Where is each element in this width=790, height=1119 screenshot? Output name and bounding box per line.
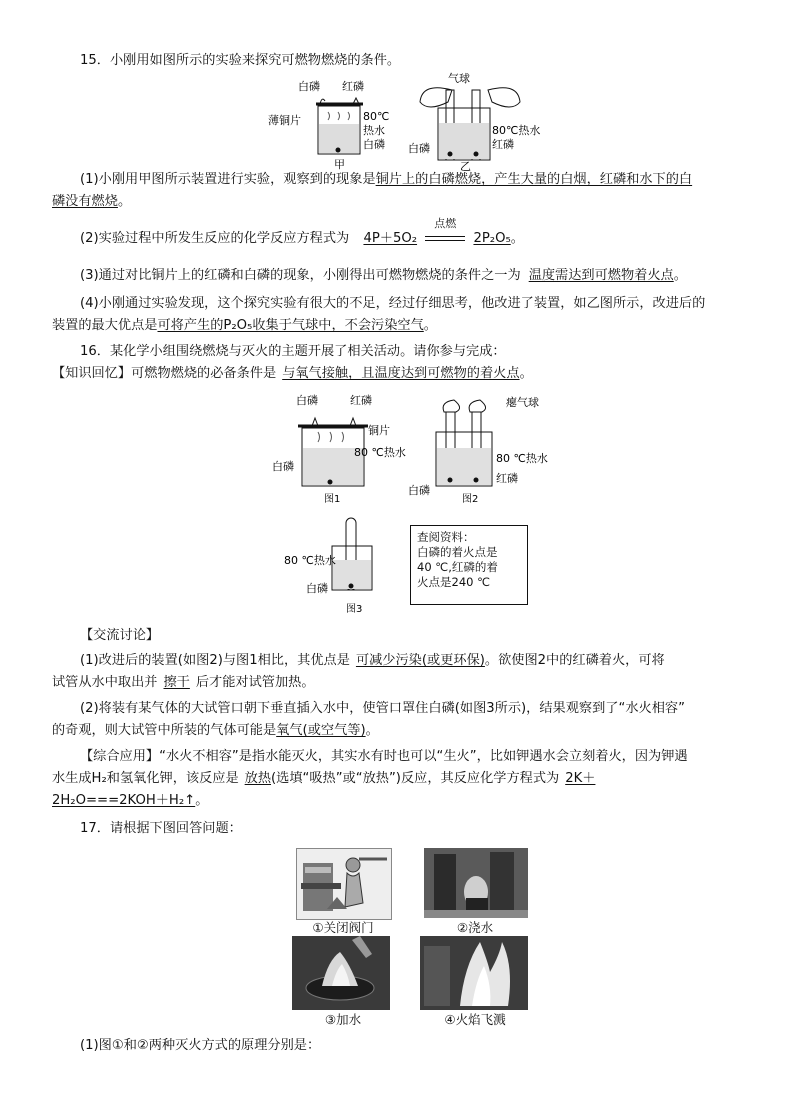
q15-stem: 15．小刚用如图所示的实验来探究可燃物燃烧的条件。: [80, 53, 401, 68]
q16-recall: 【知识回忆】可燃物燃烧的必备条件是 与氧气接触，且温度达到可燃物的着火点。: [52, 366, 533, 381]
q15-p2-reaction-arrow: [421, 217, 469, 250]
q15-p3-answer: 温度需达到可燃物着火点: [528, 268, 674, 283]
info-line-3: 火点是240 ℃: [417, 575, 491, 589]
q15-p2-eq-right: 2P₂O₅: [473, 231, 511, 246]
q17-stem: 17．请根据下图回答问题：: [80, 821, 242, 836]
info-card: [410, 525, 528, 605]
q15-p1-cont: 磷没有燃烧。: [52, 194, 132, 209]
q16-figure-1: [268, 390, 418, 508]
info-line-2: 40 ℃,红磷的着: [417, 560, 498, 574]
label-fig1: 图1: [324, 494, 341, 505]
label-red-phosphorus: 红磷: [496, 472, 518, 485]
label-hot-water: 80 ℃热水: [496, 452, 548, 465]
q16-d2-cont: 的奇观，则大试管中所装的气体可能是氧气(或空气等)。: [52, 723, 379, 738]
caption-4: ④火焰飞溅: [444, 1012, 506, 1027]
q16-application-eq: 2H₂O===2KOH＋H₂↑。: [52, 793, 209, 808]
q15-p2-condition: 点燃: [434, 217, 457, 230]
label-fig3: 图3: [346, 604, 363, 615]
q16-app-answer-3: 2H₂O===2KOH＋H₂↑: [52, 793, 196, 808]
photo-add-water: [292, 936, 390, 1010]
q15-p3: (3)通过对比铜片上的红磷和白磷的现象，小刚得出可燃物燃烧的条件之一为 温度需达到可燃物着火点。: [80, 268, 687, 283]
q16-d1: (1)改进后的装置(如图2)与图1相比，其优点是 可减少污染(或更环保)。欲使图2中的红磷着火，可将: [80, 653, 665, 668]
caption-3: ③加水: [324, 1012, 362, 1027]
q16-d1-answer: 可减少污染(或更环保): [355, 653, 485, 668]
photo-pour-water: [424, 848, 528, 918]
label-red-phosphorus: 红磷: [492, 138, 514, 151]
label-red-phosphorus: 红磷: [350, 394, 372, 407]
label-hot-water: 80 ℃热水: [284, 554, 336, 567]
photo-close-valve: [296, 848, 392, 920]
q15-p1-answer-cont: 磷没有燃烧: [52, 194, 118, 209]
label-white-phosphorus-2: 白磷: [363, 138, 385, 151]
label-white-phosphorus: 白磷: [408, 484, 430, 497]
q16-discussion-heading: 【交流讨论】: [80, 628, 160, 643]
q16-d2-answer: 氧气(或空气等): [276, 723, 366, 738]
label-hot-water: 热水: [363, 124, 385, 137]
caption-1: ①关闭阀门: [312, 920, 374, 935]
q16-figure-3: [284, 516, 404, 618]
q16-application-cont: 水生成H₂和氢氧化钾，该反应是 放热(选填“吸热”或“放热”)反应，其反应化学方程式为 2K＋: [52, 771, 596, 786]
label-white-phosphorus-2: 白磷: [272, 460, 294, 473]
q16-d1-cont: 试管从水中取出并 擦干 后才能对试管加热。: [52, 675, 315, 690]
info-line-1: 白磷的着火点是: [417, 545, 498, 559]
label-balloon: 气球: [448, 72, 470, 85]
label-white-phosphorus: 白磷: [408, 142, 430, 155]
info-title: 查阅资料：: [417, 530, 475, 544]
label-jia: 甲: [334, 158, 345, 171]
q15-p4-cont: 装置的最大优点是可将产生的P₂O₅收集于气球中，不会污染空气。: [52, 318, 437, 333]
label-copper: 铜片: [368, 424, 390, 437]
q16-d2: (2)将装有某气体的大试管口朝下垂直插入水中，使管口罩住白磷(如图3所示)，结果观察到了“水火相容”: [80, 701, 685, 716]
q16-application: 【综合应用】“水火不相容”是指水能灭火，其实水有时也可以“生火”，比如钾遇水会立刻着火，因为钾遇: [80, 749, 688, 764]
q15-p2: (2)实验过程中所发生反应的化学反应方程式为 4P＋5O₂ 点燃 2P₂O₅。: [80, 228, 524, 250]
label-flat-balloon: 瘪气球: [506, 396, 539, 409]
q17-p1: (1)图①和②两种灭火方式的原理分别是：: [80, 1038, 321, 1053]
q16-d1-answer-2: 擦干: [163, 675, 190, 690]
label-white-phosphorus: 白磷: [306, 582, 328, 595]
label-yi: 乙: [460, 160, 471, 173]
label-red-phosphorus: 红磷: [342, 80, 364, 93]
q16-app-answer: 放热: [244, 771, 272, 786]
photo-flame-splash: [420, 936, 528, 1010]
label-temp: 80℃: [363, 110, 390, 123]
q15-figure-yi: [408, 68, 558, 174]
caption-2: ②浇水: [456, 920, 494, 935]
label-copper-sheet: 薄铜片: [268, 114, 301, 127]
q15-p4: (4)小刚通过实验发现，这个探究实验有很大的不足，经过仔细思考，他改进了装置，如乙图所示，改进后的: [80, 296, 706, 311]
label-hot-water: 80 ℃热水: [354, 446, 406, 459]
label-fig2: 图2: [462, 494, 479, 505]
q16-stem: 16．某化学小组围绕燃烧与灭火的主题开展了相关活动。请你参与完成：: [80, 344, 506, 359]
q15-p1: (1)小刚用甲图所示装置进行实验，观察到的现象是铜片上的白磷燃烧，产生大量的白烟，红磷和水下的白: [80, 172, 693, 187]
q16-app-answer-2: 2K＋: [565, 771, 596, 786]
q15-p4-answer: 可将产生的P₂O₅收集于气球中，不会污染空气: [157, 318, 424, 333]
q16-figure-2: [406, 390, 556, 508]
label-white-phosphorus: 白磷: [296, 394, 318, 407]
q15-p1-answer: 铜片上的白磷燃烧，产生大量的白烟，红磷和水下的白: [375, 172, 693, 187]
q16-recall-answer: 与氧气接触，且温度达到可燃物的着火点: [282, 366, 520, 381]
q15-figure-jia: [268, 74, 398, 174]
label-80-hot-water: 80℃热水: [492, 124, 541, 137]
q15-p2-eq-left: 4P＋5O₂: [363, 231, 418, 246]
label-white-phosphorus: 白磷: [298, 80, 320, 93]
